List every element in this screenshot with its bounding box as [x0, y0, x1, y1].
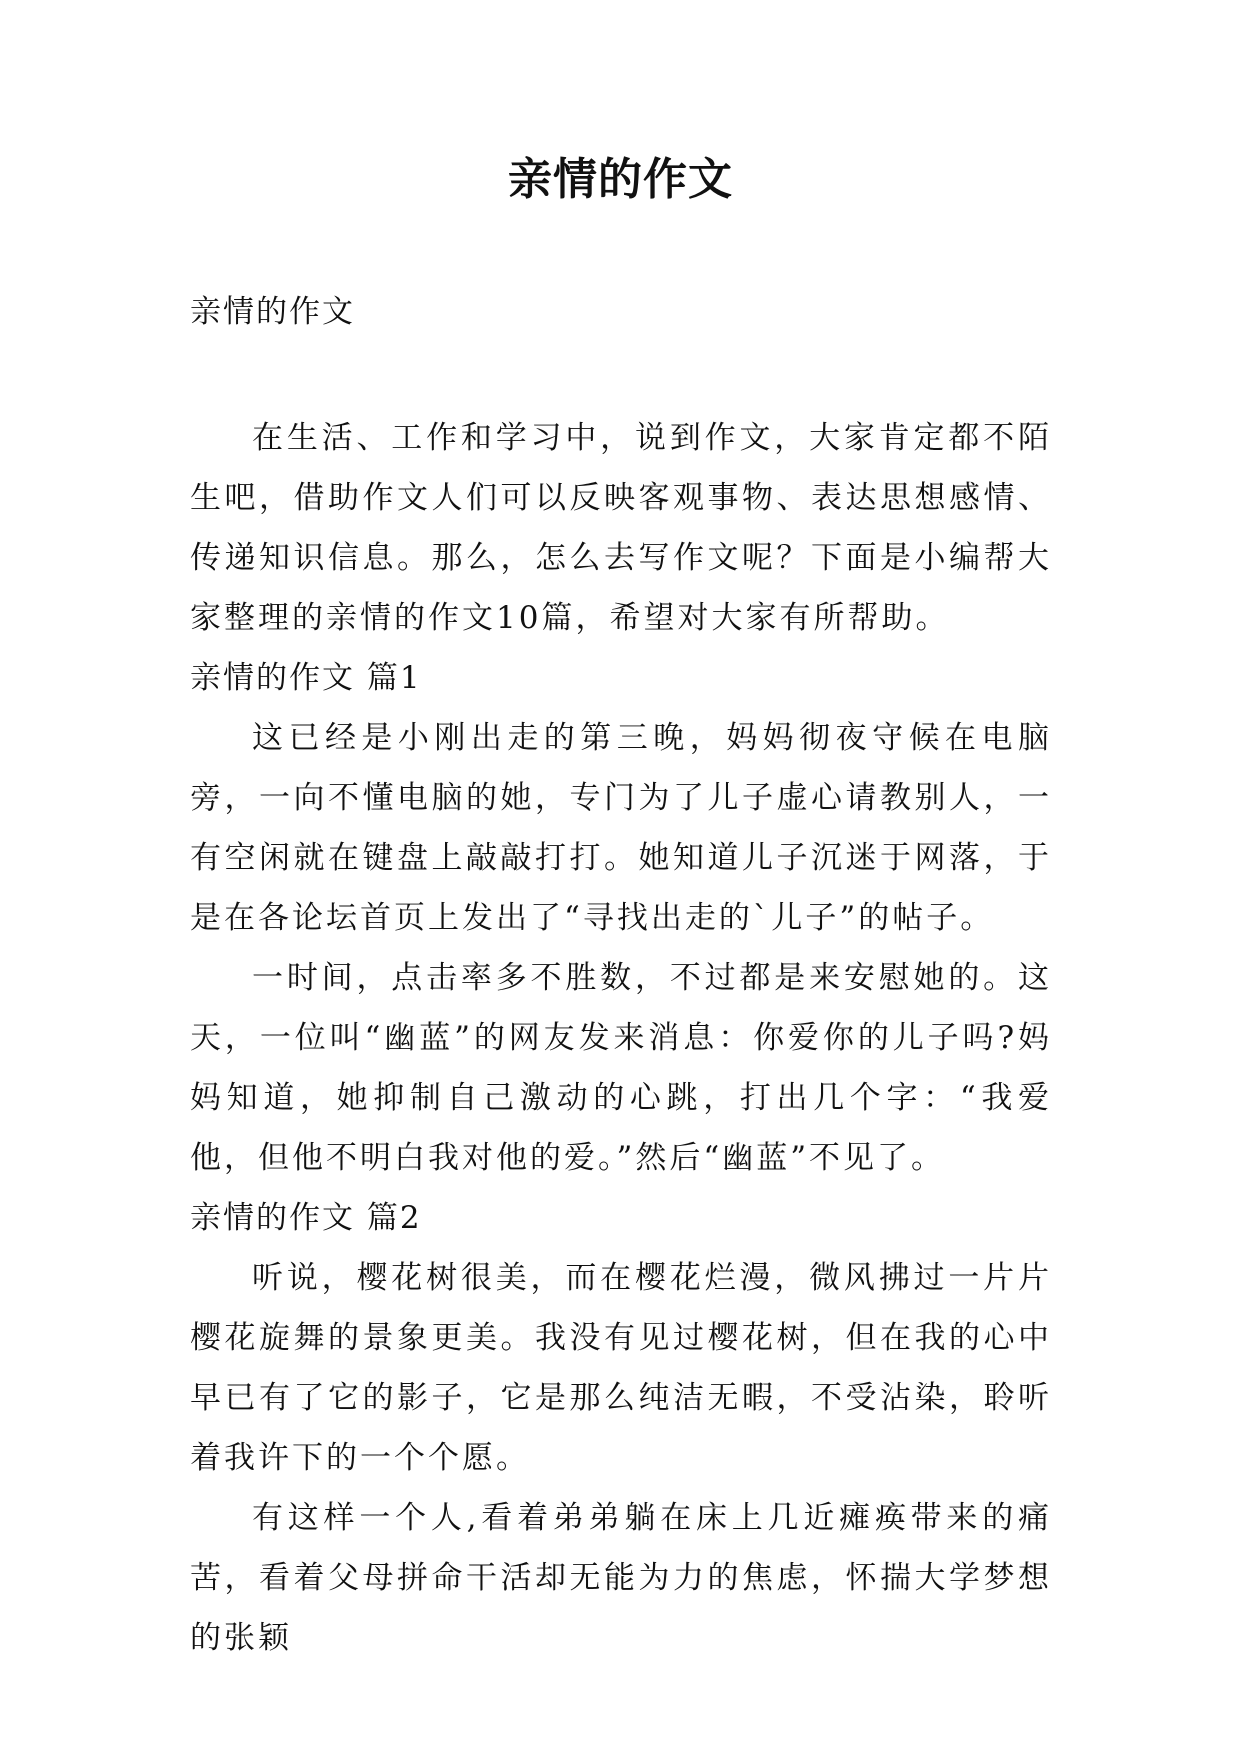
- document-subtitle: 亲情的作文: [190, 294, 355, 330]
- section-heading-1: 亲情的作文 篇1: [190, 660, 422, 696]
- section-heading-2: 亲情的作文 篇2: [190, 1200, 422, 1236]
- essay-2-paragraph-1: 听说，樱花树很美，而在樱花烂漫，微风拂过一片片樱花旋舞的景象更美。我没有见过樱花树，但在我的心中早已有了它的影子，它是那么纯洁无暇，不受沾染，聆听着我许下的一个个愿。: [190, 1260, 1052, 1476]
- essay-1-paragraph-1: 这已经是小刚出走的第三晚，妈妈彻夜守候在电脑旁，一向不懂电脑的她，专门为了儿子虚心请教别人，一有空闲就在键盘上敲敲打打。她知道儿子沉迷于网落，于是在各论坛首页上发出了“寻找出走的`儿子”的帖子。: [190, 720, 1052, 936]
- essay-1-paragraph-2: 一时间，点击率多不胜数，不过都是来安慰她的。这天，一位叫“幽蓝”的网友发来消息：你爱你的儿子吗?妈妈知道，她抑制自己激动的心跳，打出几个字：“我爱他，但他不明白我对他的爱。”然后“幽蓝”不见了。: [190, 960, 1052, 1176]
- document-title: 亲情的作文: [508, 154, 733, 205]
- document-body: [190, 408, 1052, 1668]
- intro-paragraph: 在生活、工作和学习中，说到作文，大家肯定都不陌生吧，借助作文人们可以反映客观事物、表达思想感情、传递知识信息。那么，怎么去写作文呢？下面是小编帮大家整理的亲情的作文10篇，希望对大家有所帮助。: [190, 420, 1052, 636]
- essay-2-paragraph-2: 有这样一个人,看着弟弟躺在床上几近瘫痪带来的痛苦，看着父母拼命干活却无能为力的焦虑，怀揣大学梦想的张颖: [190, 1500, 1052, 1656]
